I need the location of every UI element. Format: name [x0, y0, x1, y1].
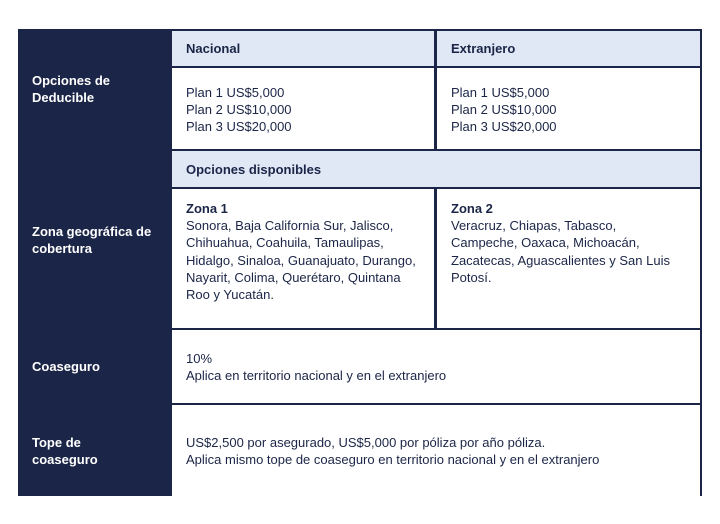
row-label-coaseguro: Coaseguro: [32, 359, 100, 374]
zona-2-cell: [437, 189, 700, 328]
coaseguro-cell: [172, 330, 700, 403]
row-label-deducible: Opciones de Deducible: [32, 73, 111, 105]
nacional-plan-1: Plan 1 US$5,000: [186, 85, 285, 100]
tope-note: Aplica mismo tope de coaseguro en territorio nacional y en el extranjero: [186, 452, 600, 468]
extranjero-plan-1: Plan 1 US$5,000: [451, 85, 550, 100]
zona-1-title: Zona 1: [186, 201, 228, 216]
coverage-table: [18, 29, 702, 496]
tope-cell: [172, 405, 700, 496]
nacional-plan-3: Plan 3 US$20,000: [186, 119, 292, 135]
tope-amounts: US$2,500 por asegurado, US$5,000 por póliza por año póliza.: [186, 435, 546, 450]
header-nacional: Nacional: [172, 31, 434, 66]
zona-1-cell: [172, 189, 434, 328]
coaseguro-note: Aplica en territorio nacional y en el extranjero: [186, 368, 447, 384]
row-label-zona: Zona geográfica de cobertura: [32, 223, 152, 256]
row-label-tope: Tope de coaseguro: [32, 434, 98, 467]
coaseguro-percent: 10%: [186, 351, 213, 366]
zona-1-states: Sonora, Baja California Sur, Jalisco, Chihuahua, Coahuila, Tamaulipas, Hidalgo, Sinaloa, Guanajuato, Durango, Nayarit, Colima, Querétaro, Quintana Roo y Yucatán.: [186, 218, 416, 303]
extranjero-plan-2: Plan 2 US$10,000: [451, 102, 557, 118]
zona-2-states: Veracruz, Chiapas, Tabasco, Campeche, Oaxaca, Michoacán, Zacatecas, Aguascalientes y San Luis Potosí.: [451, 218, 670, 285]
header-opciones-disponibles: Opciones disponibles: [172, 151, 700, 187]
zona-2-title: Zona 2: [451, 201, 493, 216]
header-extranjero: Extranjero: [437, 31, 700, 66]
extranjero-plan-3: Plan 3 US$20,000: [451, 119, 557, 135]
nacional-plans: [172, 68, 434, 149]
extranjero-plans: [437, 68, 700, 149]
nacional-plan-2: Plan 2 US$10,000: [186, 102, 292, 118]
